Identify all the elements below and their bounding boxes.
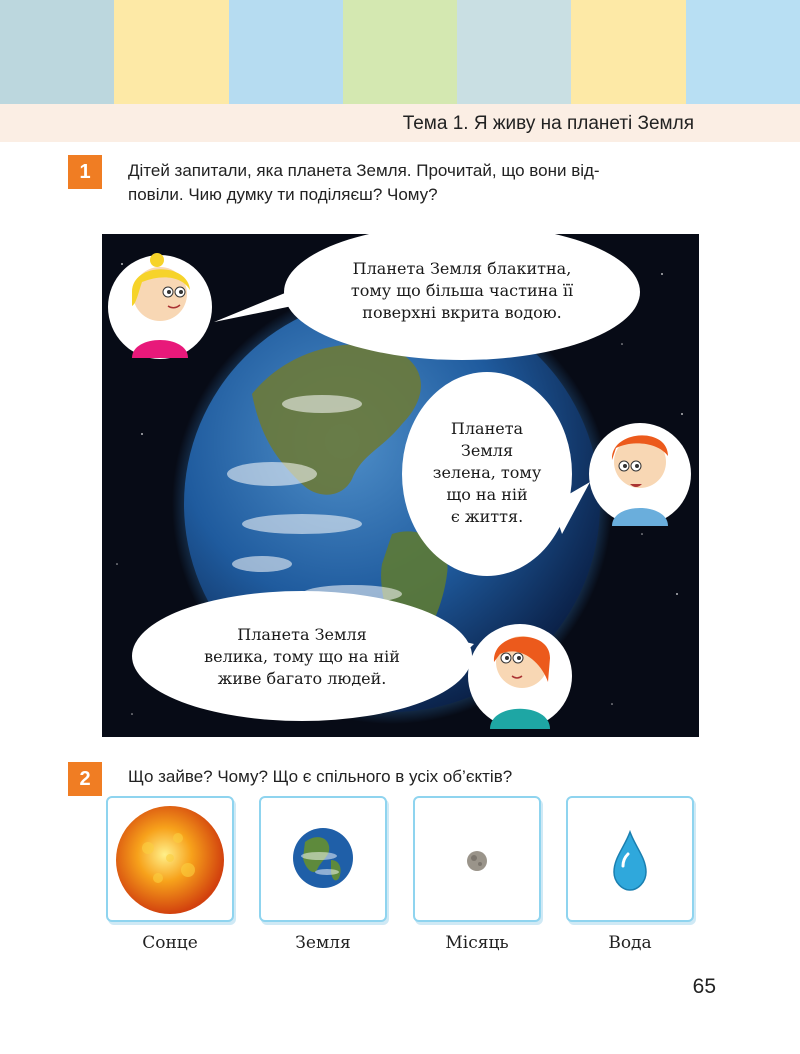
caption-moon: Місяць — [445, 933, 509, 953]
header-stripe — [571, 0, 685, 104]
water-drop-icon — [568, 798, 692, 920]
task-2-text: Що зайве? Чому? Що є спільного в усіх об’єктів? — [128, 767, 513, 786]
girl-blonde-avatar — [108, 253, 212, 359]
sun-icon — [108, 798, 232, 920]
task-1-text: Дітей запитали, яка планета Земля. Прочитай, що вони від- повіли. Чию думку ти поділяєш? Чому? — [128, 161, 600, 204]
earth-icon — [261, 798, 385, 920]
caption-earth: Земля — [295, 933, 351, 953]
topic-title: Тема 1. Я живу на планеті Земля — [402, 113, 694, 134]
header-stripes — [0, 0, 800, 104]
topic-band — [0, 104, 800, 142]
page-number: 65 — [692, 975, 716, 998]
caption-water: Вода — [608, 933, 652, 953]
header-stripe — [114, 0, 228, 104]
card-water — [566, 796, 694, 922]
caption-sun: Сонце — [142, 933, 198, 953]
header-stripe — [0, 0, 114, 104]
header-stripe — [229, 0, 343, 104]
task-2-number: 2 — [68, 762, 102, 796]
objects-row — [106, 796, 696, 921]
girl-redhead-avatar — [468, 624, 572, 729]
speech-bubble-2: Планета Земля зелена, тому що на ній є життя. — [432, 419, 542, 526]
task-1-number: 1 — [68, 155, 102, 189]
card-sun — [106, 796, 234, 922]
header-stripe — [457, 0, 571, 104]
moon-icon — [415, 798, 539, 920]
header-stripe — [686, 0, 800, 104]
speech-bubble-1: Планета Земля блакитна, тому що більша частина її поверхні вкрита водою. — [350, 259, 574, 322]
header-stripe — [343, 0, 457, 104]
earth-illustration — [102, 234, 699, 737]
speech-bubble-3: Планета Земля велика, тому що на ній живе багато людей. — [204, 625, 400, 688]
card-moon — [413, 796, 541, 922]
card-earth — [259, 796, 387, 922]
